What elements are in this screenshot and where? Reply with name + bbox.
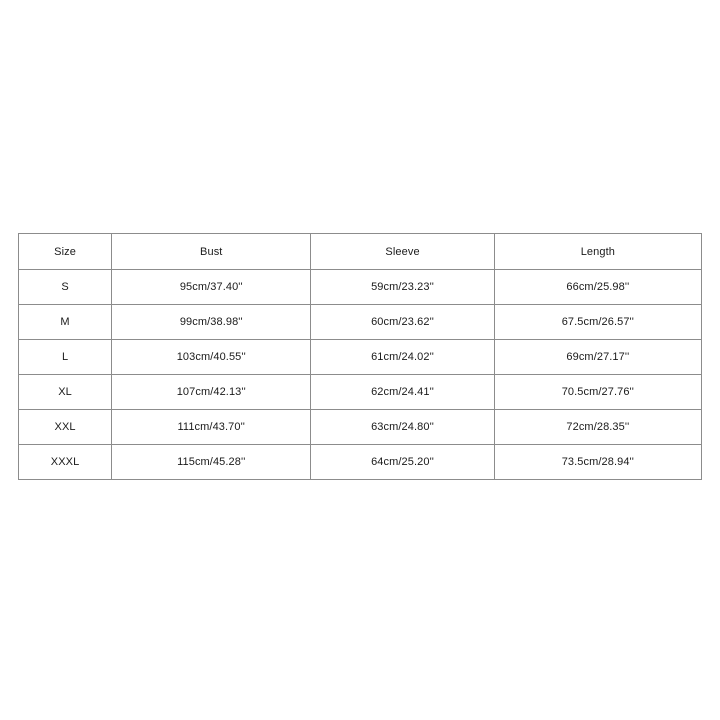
size-cell: S xyxy=(19,270,112,305)
header-row xyxy=(19,234,702,270)
length-cell: 73.5cm/28.94'' xyxy=(494,445,701,480)
length-cell: 69cm/27.17'' xyxy=(494,340,701,375)
size-chart-table xyxy=(18,233,702,480)
length-cell: 70.5cm/27.76'' xyxy=(494,375,701,410)
size-cell: M xyxy=(19,305,112,340)
header-bust: Bust xyxy=(112,234,311,270)
size-cell: XXXL xyxy=(19,445,112,480)
table-row xyxy=(19,375,702,410)
table-row xyxy=(19,340,702,375)
table-body xyxy=(19,270,702,480)
table-row xyxy=(19,305,702,340)
sleeve-cell: 64cm/25.20'' xyxy=(311,445,494,480)
sleeve-cell: 59cm/23.23'' xyxy=(311,270,494,305)
bust-cell: 115cm/45.28'' xyxy=(112,445,311,480)
length-cell: 66cm/25.98'' xyxy=(494,270,701,305)
sleeve-cell: 61cm/24.02'' xyxy=(311,340,494,375)
header-length: Length xyxy=(494,234,701,270)
length-cell: 72cm/28.35'' xyxy=(494,410,701,445)
bust-cell: 103cm/40.55'' xyxy=(112,340,311,375)
bust-cell: 111cm/43.70'' xyxy=(112,410,311,445)
table-header xyxy=(19,234,702,270)
size-cell: L xyxy=(19,340,112,375)
bust-cell: 95cm/37.40'' xyxy=(112,270,311,305)
header-size: Size xyxy=(19,234,112,270)
table-row xyxy=(19,270,702,305)
size-cell: XXL xyxy=(19,410,112,445)
bust-cell: 107cm/42.13'' xyxy=(112,375,311,410)
table-row xyxy=(19,410,702,445)
header-sleeve: Sleeve xyxy=(311,234,494,270)
sleeve-cell: 62cm/24.41'' xyxy=(311,375,494,410)
length-cell: 67.5cm/26.57'' xyxy=(494,305,701,340)
table-row xyxy=(19,445,702,480)
sleeve-cell: 63cm/24.80'' xyxy=(311,410,494,445)
sleeve-cell: 60cm/23.62'' xyxy=(311,305,494,340)
size-cell: XL xyxy=(19,375,112,410)
bust-cell: 99cm/38.98'' xyxy=(112,305,311,340)
